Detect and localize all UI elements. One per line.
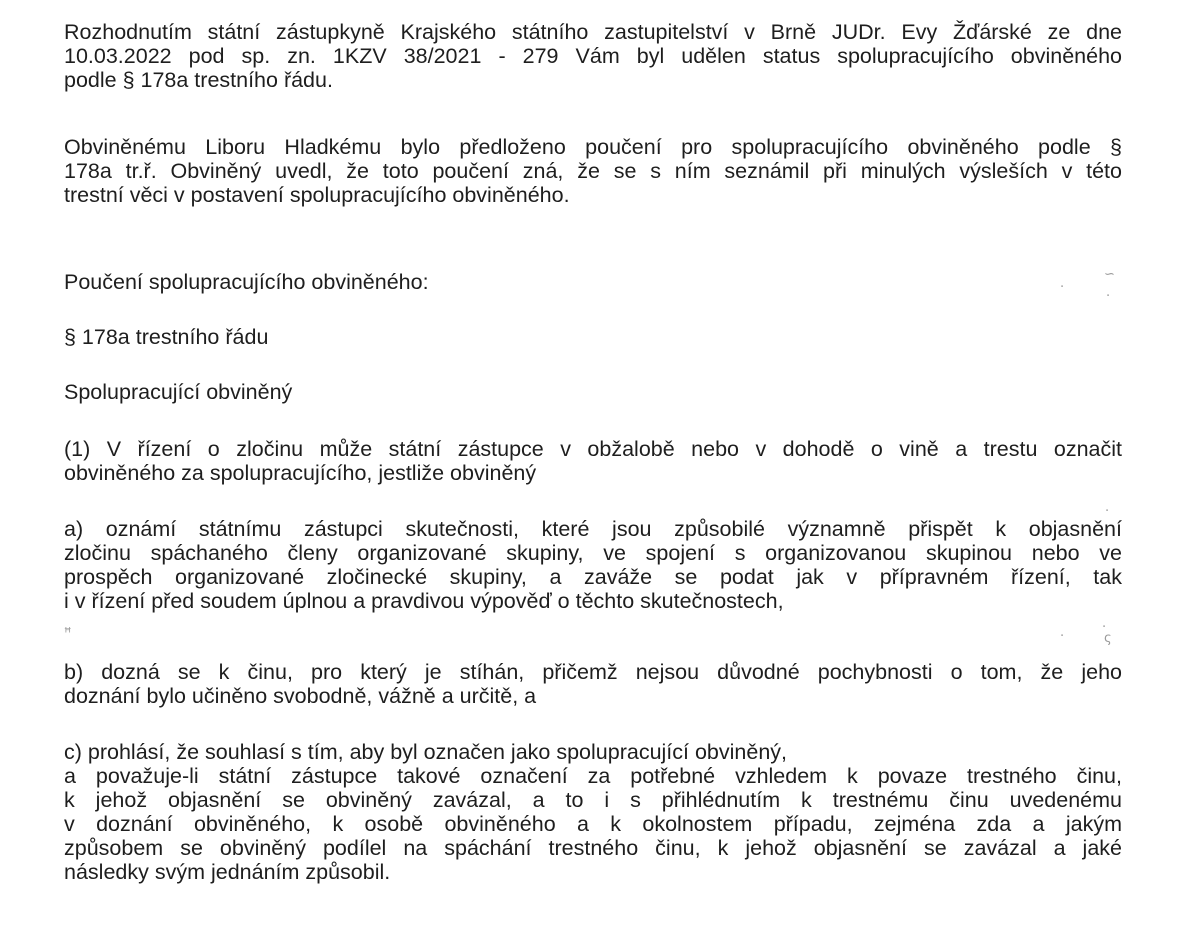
scan-artifact-mark: ·	[1106, 289, 1111, 304]
scan-artifact-mark: ·	[1060, 629, 1065, 644]
text-line: i v řízení před soudem úplnou a pravdivou výpověď o těchto skutečnostech,	[64, 589, 784, 613]
paragraph-letter-b	[64, 660, 1122, 708]
scan-artifact-mark: ∽	[1104, 267, 1115, 282]
text-line: zločinu spáchaného členy organizované skupiny, ve spojení s organizovanou skupinou nebo ve	[64, 541, 1122, 565]
text-line: b) dozná se k činu, pro který je stíhán, přičemž nejsou důvodné pochybnosti o tom, že jeho	[64, 660, 1122, 684]
text-line: c) prohlásí, že souhlasí s tím, aby byl označen jako spolupracující obviněný,	[64, 740, 788, 764]
scan-artifact-mark: ·	[1105, 504, 1110, 519]
heading-pouceni: Poučení spolupracujícího obviněného:	[64, 270, 429, 294]
heading-section-178a: § 178a trestního řádu	[64, 325, 269, 349]
paragraph-letter-a	[64, 517, 1122, 613]
text-line: (1) V řízení o zločinu může státní zástupce v obžalobě nebo v dohodě o vině a trestu označit	[64, 437, 1122, 461]
scan-artifact-mark: ꟸ	[64, 626, 72, 641]
text-line: v doznání obviněného, k osobě obviněného a k okolnostem případu, zejména zda a jakým	[64, 812, 1122, 836]
paragraph-status-decision	[64, 20, 1122, 92]
text-line: obviněného za spolupracujícího, jestliže obviněný	[64, 461, 537, 485]
text-line: trestní věci v postavení spolupracujícího obviněného.	[64, 183, 570, 207]
scan-artifact-mark: ·	[1060, 280, 1065, 295]
text-line: k jehož objasnění se obviněný zavázal, a to i s přihlédnutím k trestnému činu uvedenému	[64, 788, 1122, 812]
paragraph-letter-c	[64, 740, 1122, 884]
text-line: podle § 178a trestního řádu.	[64, 68, 333, 92]
paragraph-instruction-presented	[64, 135, 1122, 207]
scan-artifact-mark: ·	[1102, 620, 1107, 635]
scan-artifact-mark: ς	[1104, 631, 1112, 646]
text-line: a) oznámí státnímu zástupci skutečnosti, které jsou způsobilé významně přispět k objasnění	[64, 517, 1122, 541]
text-line: následky svým jednáním způsobil.	[64, 860, 391, 884]
text-line: doznání bylo učiněno svobodně, vážně a určitě, a	[64, 684, 537, 708]
heading-cooperating-accused: Spolupracující obviněný	[64, 380, 293, 404]
paragraph-subsection-1	[64, 437, 1122, 485]
text-line: Rozhodnutím státní zástupkyně Krajského státního zastupitelství v Brně JUDr. Evy Žďárské ze dne	[64, 20, 1122, 44]
text-line: 10.03.2022 pod sp. zn. 1KZV 38/2021 - 279 Vám byl udělen status spolupracujícího obviněného	[64, 44, 1122, 68]
text-line: 178a tr.ř. Obviněný uvedl, že toto poučení zná, že se s ním seznámil při minulých výsleších v této	[64, 159, 1122, 183]
text-line: Obviněnému Liboru Hladkému bylo předloženo poučení pro spolupracujícího obviněného podle §	[64, 135, 1122, 159]
text-line: prospěch organizované zločinecké skupiny, a zaváže se podat jak v přípravném řízení, tak	[64, 565, 1122, 589]
text-line: a považuje-li státní zástupce takové označení za potřebné vzhledem k povaze trestného činu,	[64, 764, 1122, 788]
text-line: způsobem se obviněný podílel na spáchání trestného činu, k jehož objasnění se zavázal a jaké	[64, 836, 1122, 860]
